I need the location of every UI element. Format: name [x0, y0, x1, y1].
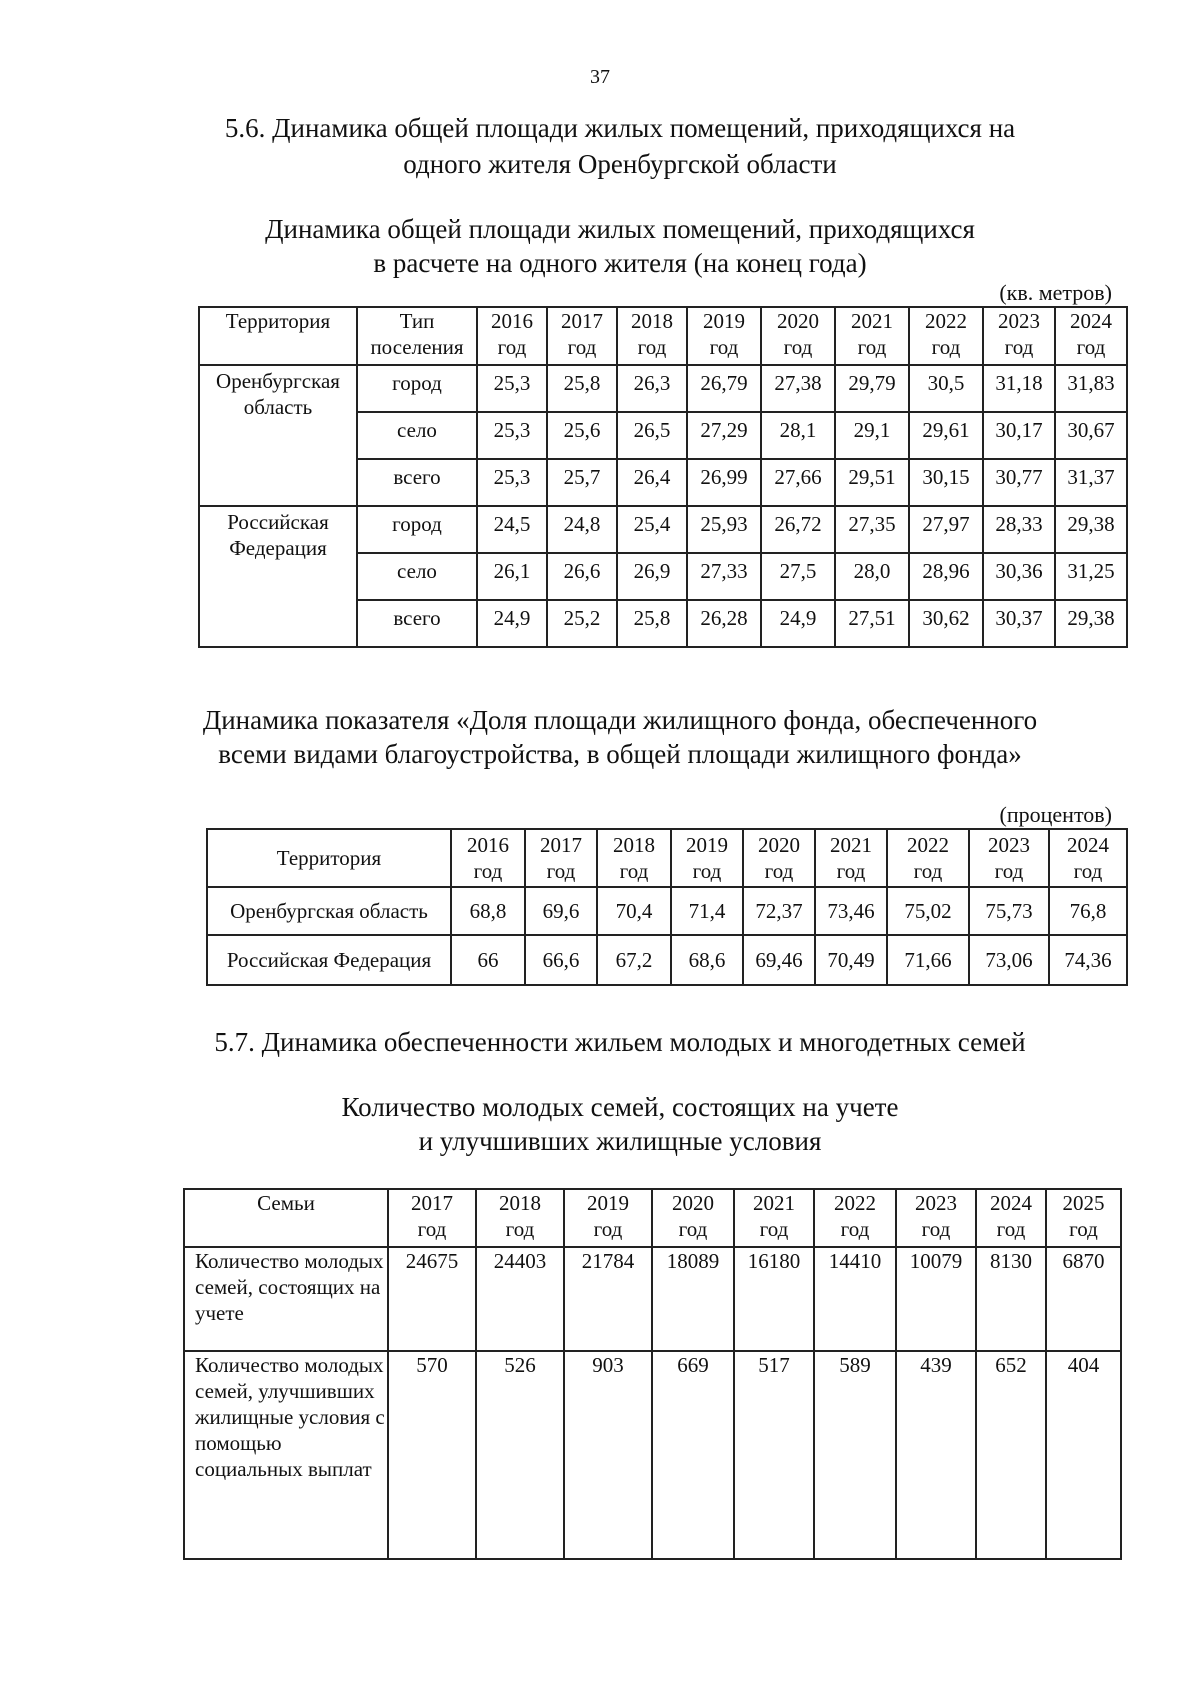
- table1-territory-cell: Оренбургская область: [199, 365, 357, 506]
- table1-header-type-line1: Тип: [399, 309, 435, 333]
- table3-value-cell: 21784: [564, 1247, 652, 1351]
- table1-header-year-suffix: год: [709, 335, 739, 359]
- table3-header-year: [734, 1189, 814, 1247]
- table3-value-cell: 18089: [652, 1247, 734, 1351]
- table1-value-cell: 31,37: [1055, 459, 1127, 506]
- table2-value-cell: 73,06: [969, 935, 1049, 985]
- table3-header-year-value: 2017: [411, 1191, 453, 1215]
- table3-header-year-value: 2024: [990, 1191, 1032, 1215]
- table2-value-cell: 66,6: [525, 935, 597, 985]
- table1-header-year-value: 2023: [998, 309, 1040, 333]
- table1-value-cell: 27,5: [761, 553, 835, 600]
- table1-value-cell: 25,3: [477, 365, 547, 412]
- table2-title-line1: Динамика показателя «Доля площади жилищного фонда, обеспеченного: [202, 705, 1038, 735]
- table1-value-cell: 28,33: [983, 506, 1055, 553]
- table1-header-row: [199, 307, 1127, 365]
- table1-value-cell: 27,97: [909, 506, 983, 553]
- table2-header-year-suffix: год: [692, 859, 722, 883]
- table3-value-cell: 652: [976, 1351, 1046, 1559]
- table1-settlement-type: всего: [357, 459, 477, 506]
- table2-territory-cell: Оренбургская область: [207, 887, 451, 935]
- table1-header-year-suffix: год: [567, 335, 597, 359]
- table1-value-cell: 28,0: [835, 553, 909, 600]
- table1-value-cell: 26,72: [761, 506, 835, 553]
- table1-value-cell: 26,1: [477, 553, 547, 600]
- table3-row-label: Количество молодых семей, состоящих на учете: [184, 1247, 388, 1351]
- table2-header-year: [815, 829, 887, 887]
- table1-value-cell: 25,6: [547, 412, 617, 459]
- table1-settlement-type: город: [357, 365, 477, 412]
- table1-title-line2: в расчете на одного жителя (на конец года): [373, 248, 867, 278]
- table3-header-families: Семьи: [184, 1189, 388, 1247]
- table1-value-cell: 27,66: [761, 459, 835, 506]
- table2-value-cell: 66: [451, 935, 525, 985]
- table1-header-type-line2: поселения: [370, 335, 464, 359]
- table1-territory-cell: Российская Федерация: [199, 506, 357, 647]
- table2-territory-cell: Российская Федерация: [207, 935, 451, 985]
- table3-value-cell: 16180: [734, 1247, 814, 1351]
- table1-value-cell: 26,6: [547, 553, 617, 600]
- table2-header-year: [969, 829, 1049, 887]
- table2-header-year-suffix: год: [1073, 859, 1103, 883]
- table2-value-cell: 68,8: [451, 887, 525, 935]
- table3-value-cell: 404: [1046, 1351, 1121, 1559]
- table1-value-cell: 29,1: [835, 412, 909, 459]
- table1-header-year-suffix: год: [857, 335, 887, 359]
- table1-value-cell: 25,3: [477, 459, 547, 506]
- table1-value-cell: 29,38: [1055, 506, 1127, 553]
- table1-value-cell: 30,62: [909, 600, 983, 647]
- table2-header-year-suffix: год: [913, 859, 943, 883]
- table1-value-cell: 25,3: [477, 412, 547, 459]
- table2-unit: (процентов): [999, 802, 1112, 827]
- table2-header-year-suffix: год: [764, 859, 794, 883]
- table1-header-year: [1055, 307, 1127, 365]
- table3-value-cell: 10079: [896, 1247, 976, 1351]
- table2-header-year-suffix: год: [473, 859, 503, 883]
- table1-value-cell: 26,5: [617, 412, 687, 459]
- table2-value-cell: 75,73: [969, 887, 1049, 935]
- table3-header-year-suffix: год: [417, 1217, 447, 1241]
- table1-settlement-type: город: [357, 506, 477, 553]
- table3-title-line2: и улучшивших жилищные условия: [418, 1126, 822, 1156]
- table1-value-cell: 29,79: [835, 365, 909, 412]
- table3-value-cell: 24675: [388, 1247, 476, 1351]
- table2-header-year-value: 2023: [988, 833, 1030, 857]
- table1-header-year: [687, 307, 761, 365]
- table-row: [199, 506, 1127, 553]
- table-row: [184, 1247, 1121, 1351]
- table2-header-year-value: 2016: [467, 833, 509, 857]
- table2-header-year-suffix: год: [836, 859, 866, 883]
- table3-value-cell: 8130: [976, 1247, 1046, 1351]
- table3-header-year: [896, 1189, 976, 1247]
- table2-header-year: [1049, 829, 1127, 887]
- table3-value-cell: 526: [476, 1351, 564, 1559]
- table3-header-year-suffix: год: [593, 1217, 623, 1241]
- table1-value-cell: 28,96: [909, 553, 983, 600]
- table1-header-year: [835, 307, 909, 365]
- table2-header-year-value: 2018: [613, 833, 655, 857]
- table3-value-cell: 24403: [476, 1247, 564, 1351]
- table1-header-year-value: 2024: [1070, 309, 1112, 333]
- table3-header-year-suffix: год: [996, 1217, 1026, 1241]
- table3-header-row: [184, 1189, 1121, 1247]
- table3-value-cell: 6870: [1046, 1247, 1121, 1351]
- table2-value-cell: 71,4: [671, 887, 743, 935]
- table1-header-year: [983, 307, 1055, 365]
- table1-value-cell: 28,1: [761, 412, 835, 459]
- table2-value-cell: 73,46: [815, 887, 887, 935]
- table3-value-cell: 589: [814, 1351, 896, 1559]
- table1-header-year-suffix: год: [637, 335, 667, 359]
- table2-header-year-value: 2017: [540, 833, 582, 857]
- table2-value-cell: 74,36: [1049, 935, 1127, 985]
- table1-header-year: [547, 307, 617, 365]
- table1-unit: (кв. метров): [999, 280, 1112, 305]
- table1-header-year-value: 2016: [491, 309, 533, 333]
- table1-value-cell: 30,5: [909, 365, 983, 412]
- table2-header-year-value: 2019: [686, 833, 728, 857]
- table1-header-year-value: 2018: [631, 309, 673, 333]
- table1-header-year: [909, 307, 983, 365]
- table3-header-year-value: 2021: [753, 1191, 795, 1215]
- table3-header-year-value: 2018: [499, 1191, 541, 1215]
- table2-header-year-value: 2024: [1067, 833, 1109, 857]
- table3-value-cell: 903: [564, 1351, 652, 1559]
- table1-header-year-suffix: год: [783, 335, 813, 359]
- table1-header-year: [761, 307, 835, 365]
- table2-value-cell: 70,4: [597, 887, 671, 935]
- table3-header-year: [652, 1189, 734, 1247]
- table1-value-cell: 27,51: [835, 600, 909, 647]
- table1-value-cell: 26,28: [687, 600, 761, 647]
- table1: [198, 306, 1128, 648]
- table1-settlement-type: село: [357, 553, 477, 600]
- table2-value-cell: 69,46: [743, 935, 815, 985]
- table1-value-cell: 26,3: [617, 365, 687, 412]
- section-5-6-heading-line2: одного жителя Оренбургской области: [403, 149, 837, 179]
- table3-header-year-suffix: год: [921, 1217, 951, 1241]
- table2-header-year-suffix: год: [994, 859, 1024, 883]
- table2-header-year-suffix: год: [619, 859, 649, 883]
- table3-header-year: [564, 1189, 652, 1247]
- table1-header-year-value: 2021: [851, 309, 893, 333]
- table2-title: [150, 703, 1090, 771]
- table1-header-year: [617, 307, 687, 365]
- table1-value-cell: 24,8: [547, 506, 617, 553]
- table1-value-cell: 30,67: [1055, 412, 1127, 459]
- table3-header-year-suffix: год: [678, 1217, 708, 1241]
- table2-header-year: [525, 829, 597, 887]
- table3-header-year-suffix: год: [1069, 1217, 1098, 1241]
- table1-header-year-suffix: год: [1004, 335, 1034, 359]
- table1-value-cell: 24,5: [477, 506, 547, 553]
- table2-value-cell: 70,49: [815, 935, 887, 985]
- table3-header-year: [814, 1189, 896, 1247]
- table-row: [184, 1351, 1121, 1559]
- table1-settlement-type: село: [357, 412, 477, 459]
- section-5-6-heading-line1: 5.6. Динамика общей площади жилых помещений, приходящихся на: [224, 113, 1016, 143]
- table3-header-year-suffix: год: [759, 1217, 789, 1241]
- table1-header-year-suffix: год: [1076, 335, 1106, 359]
- table1-header-year-value: 2020: [777, 309, 819, 333]
- table2-header-year: [451, 829, 525, 887]
- table3-title: [150, 1090, 1090, 1158]
- table2-header-year-value: 2020: [758, 833, 800, 857]
- table1-value-cell: 30,17: [983, 412, 1055, 459]
- table1-header-year-value: 2017: [561, 309, 603, 333]
- table1-value-cell: 25,4: [617, 506, 687, 553]
- table1-header-year-value: 2022: [925, 309, 967, 333]
- table2-title-line2: всеми видами благоустройства, в общей площади жилищного фонда»: [218, 739, 1022, 769]
- table1-value-cell: 31,83: [1055, 365, 1127, 412]
- table1-value-cell: 26,9: [617, 553, 687, 600]
- table1-value-cell: 25,8: [617, 600, 687, 647]
- table2-header-year-value: 2021: [830, 833, 872, 857]
- table1-header-year-suffix: год: [931, 335, 961, 359]
- table1-value-cell: 25,93: [687, 506, 761, 553]
- table1-value-cell: 25,8: [547, 365, 617, 412]
- table1-title-line1: Динамика общей площади жилых помещений, приходящихся: [265, 214, 975, 244]
- table1-value-cell: 31,18: [983, 365, 1055, 412]
- table3-value-cell: 439: [896, 1351, 976, 1559]
- table-row: [199, 365, 1127, 412]
- table1-value-cell: 31,25: [1055, 553, 1127, 600]
- table2-header-year: [671, 829, 743, 887]
- table1-value-cell: 27,35: [835, 506, 909, 553]
- table3-header-year: [1046, 1189, 1121, 1247]
- table3-title-line1: Количество молодых семей, состоящих на учете: [341, 1092, 899, 1122]
- table2-header-year: [887, 829, 969, 887]
- table2-value-cell: 68,6: [671, 935, 743, 985]
- table1-value-cell: 25,2: [547, 600, 617, 647]
- table2: [206, 828, 1128, 986]
- table1-value-cell: 26,99: [687, 459, 761, 506]
- page-number: 37: [590, 66, 610, 88]
- table1-value-cell: 26,4: [617, 459, 687, 506]
- table3-value-cell: 570: [388, 1351, 476, 1559]
- table1-header-territory: Территория: [199, 307, 357, 365]
- table1-header-type: [357, 307, 477, 365]
- section-5-7-heading: 5.7. Динамика обеспеченности жильем молодых и многодетных семей: [214, 1027, 1026, 1057]
- table1-value-cell: 27,33: [687, 553, 761, 600]
- table1-value-cell: 26,79: [687, 365, 761, 412]
- table1-header-year-value: 2019: [703, 309, 745, 333]
- table2-header-year-value: 2022: [907, 833, 949, 857]
- table2-value-cell: 69,6: [525, 887, 597, 935]
- table1-value-cell: 30,37: [983, 600, 1055, 647]
- table3-header-year-value: 2025: [1062, 1191, 1105, 1215]
- table1-title: [150, 212, 1090, 280]
- table1-header-year: [477, 307, 547, 365]
- table2-value-cell: 76,8: [1049, 887, 1127, 935]
- table3-header-year: [476, 1189, 564, 1247]
- table3: [183, 1188, 1122, 1560]
- table2-header-row: [207, 829, 1127, 887]
- table3-value-cell: 669: [652, 1351, 734, 1559]
- table-row: [207, 935, 1127, 985]
- section-5-6-heading: [150, 110, 1090, 182]
- table1-value-cell: 27,29: [687, 412, 761, 459]
- table3-value-cell: 14410: [814, 1247, 896, 1351]
- table1-value-cell: 29,51: [835, 459, 909, 506]
- table3-header-year: [976, 1189, 1046, 1247]
- table1-value-cell: 27,38: [761, 365, 835, 412]
- table3-row-label: Количество молодых семей, улучшивших жилищные условия с помощью социальных выплат: [184, 1351, 388, 1559]
- table3-header-year: [388, 1189, 476, 1247]
- table1-header-year-suffix: год: [497, 335, 527, 359]
- table1-value-cell: 29,61: [909, 412, 983, 459]
- table3-header-year-suffix: год: [505, 1217, 535, 1241]
- table3-header-year-value: 2023: [915, 1191, 957, 1215]
- table2-value-cell: 75,02: [887, 887, 969, 935]
- table3-value-cell: 517: [734, 1351, 814, 1559]
- table1-value-cell: 24,9: [761, 600, 835, 647]
- table1-value-cell: 30,15: [909, 459, 983, 506]
- table1-value-cell: 29,38: [1055, 600, 1127, 647]
- table2-header-territory: Территория: [207, 829, 451, 887]
- table1-settlement-type: всего: [357, 600, 477, 647]
- table2-value-cell: 72,37: [743, 887, 815, 935]
- table-row: [207, 887, 1127, 935]
- table3-header-year-suffix: год: [840, 1217, 870, 1241]
- table1-value-cell: 30,36: [983, 553, 1055, 600]
- table3-header-year-value: 2022: [834, 1191, 876, 1215]
- table1-value-cell: 24,9: [477, 600, 547, 647]
- table2-header-year-suffix: год: [546, 859, 576, 883]
- table1-value-cell: 25,7: [547, 459, 617, 506]
- table2-header-year: [743, 829, 815, 887]
- table1-value-cell: 30,77: [983, 459, 1055, 506]
- table3-header-year-value: 2020: [672, 1191, 714, 1215]
- table2-value-cell: 71,66: [887, 935, 969, 985]
- table2-value-cell: 67,2: [597, 935, 671, 985]
- table3-header-year-value: 2019: [587, 1191, 629, 1215]
- table2-header-year: [597, 829, 671, 887]
